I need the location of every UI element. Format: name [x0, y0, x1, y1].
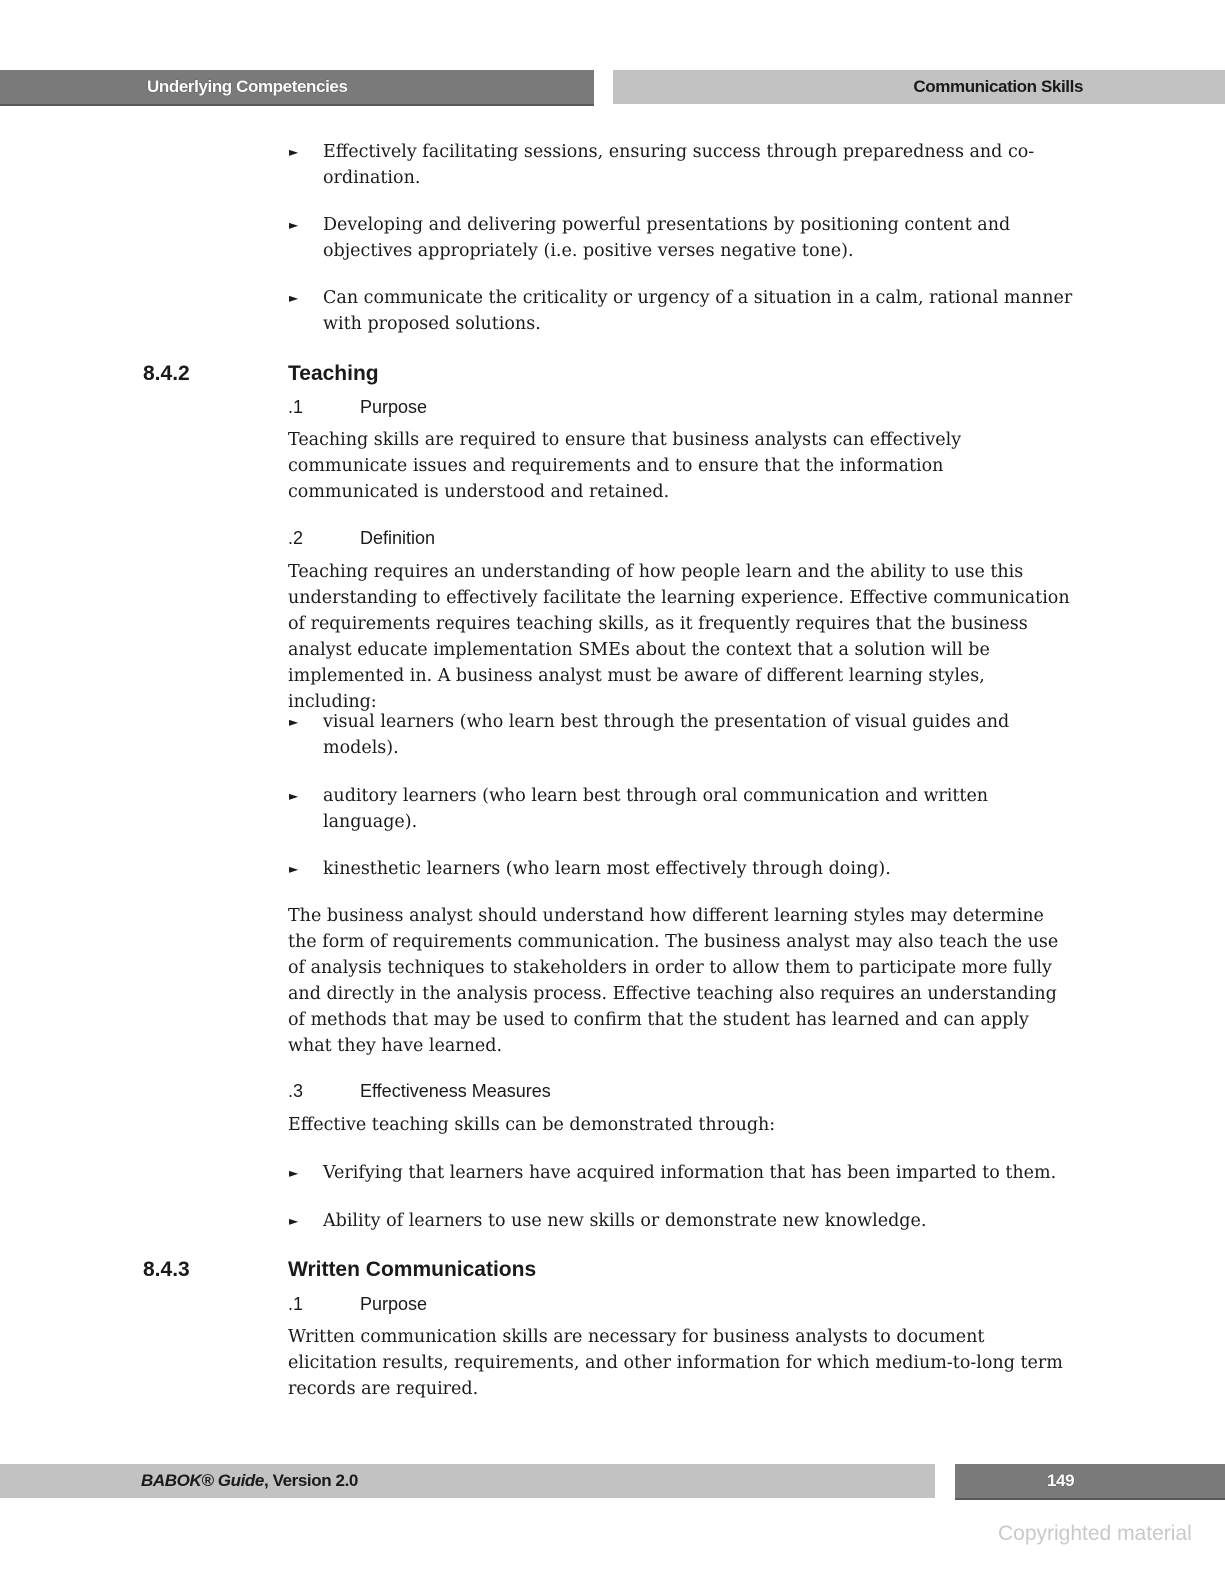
- footer-guide-title: [141, 1471, 358, 1491]
- subsection-number: .1: [288, 1294, 304, 1314]
- bullet-item: Effectively facilitating sessions, ensuring success through preparedness and co-ordination.: [323, 142, 1035, 188]
- paragraph: The business analyst should understand how different learning styles may determine the form of requirements communication. The business analyst may also teach the use of analysis techniques to stakeholders in order to allow them to participate more fully and directly in the analysis process. Effective teaching also requires an understanding of methods that may be used to confirm that the student has learned and can apply what they have learned.: [288, 906, 1059, 1056]
- footer-right-bar: [955, 1464, 1225, 1500]
- bullet-item: visual learners (who learn best through the presentation of visual guides and models).: [323, 712, 1010, 758]
- bullet-item: auditory learners (who learn best through oral communication and written language).: [323, 786, 989, 832]
- page-number: 149: [1047, 1471, 1075, 1490]
- bullet-item: Can communicate the criticality or urgency of a situation in a calm, rational manner with proposed solutions.: [323, 288, 1073, 334]
- paragraph: Teaching requires an understanding of how people learn and the ability to use this understanding to effectively facilitate the learning experience. Effective communication of requirements requires teaching skills, as it frequently requires that the business analyst educate implementation SMEs about the context that a solution will be implemented in. A business analyst must be aware of different learning styles, including:: [288, 562, 1070, 712]
- subsection-title: Purpose: [360, 397, 428, 417]
- bullet-marker: ►: [289, 789, 299, 803]
- bullet-marker: ►: [289, 715, 299, 729]
- copyright-watermark: Copyrighted material: [998, 1522, 1192, 1545]
- bullet-item: Ability of learners to use new skills or demonstrate new knowledge.: [323, 1211, 927, 1231]
- section-number: 8.4.2: [143, 362, 190, 385]
- bullet-marker: ►: [289, 218, 299, 232]
- section-number: 8.4.3: [143, 1258, 190, 1281]
- paragraph: Teaching skills are required to ensure that business analysts can effectively communicate issues and requirements and to ensure that the information communicated is understood and retained.: [288, 430, 962, 502]
- footer-left-bar: [0, 1464, 935, 1498]
- subsection-number: .2: [288, 528, 304, 548]
- bullet-marker: ►: [289, 291, 299, 305]
- footer-version: , Version 2.0: [263, 1471, 358, 1490]
- header-left-title: Underlying Competencies: [147, 77, 348, 96]
- bullet-item: Verifying that learners have acquired information that has been imparted to them.: [323, 1163, 1057, 1183]
- bullet-marker: ►: [289, 145, 299, 159]
- bullet-marker: ►: [289, 1166, 299, 1180]
- subsection-number: .1: [288, 397, 304, 417]
- bullet-item: Developing and delivering powerful presentations by positioning content and objectives appropriately (i.e. positive verses negative tone).: [323, 215, 1011, 261]
- header-left-bar: [0, 70, 594, 106]
- header-right-bar: [613, 70, 1225, 104]
- subsection-title: Definition: [360, 528, 436, 548]
- header-right-title: Communication Skills: [913, 77, 1083, 96]
- bullet-marker: ►: [289, 1214, 299, 1228]
- paragraph: Effective teaching skills can be demonstrated through:: [288, 1115, 776, 1135]
- section-title: Teaching: [288, 362, 379, 385]
- paragraph: Written communication skills are necessary for business analysts to document elicitation results, requirements, and other information for which medium-to-long term records are required.: [288, 1327, 1063, 1399]
- subsection-number: .3: [288, 1081, 304, 1101]
- section-title: Written Communications: [288, 1258, 537, 1281]
- subsection-title: Effectiveness Measures: [360, 1081, 551, 1101]
- bullet-marker: ►: [289, 862, 299, 876]
- footer-guide-name: BABOK® Guide: [141, 1471, 264, 1490]
- bullet-item: kinesthetic learners (who learn most effectively through doing).: [323, 859, 891, 879]
- subsection-title: Purpose: [360, 1294, 428, 1314]
